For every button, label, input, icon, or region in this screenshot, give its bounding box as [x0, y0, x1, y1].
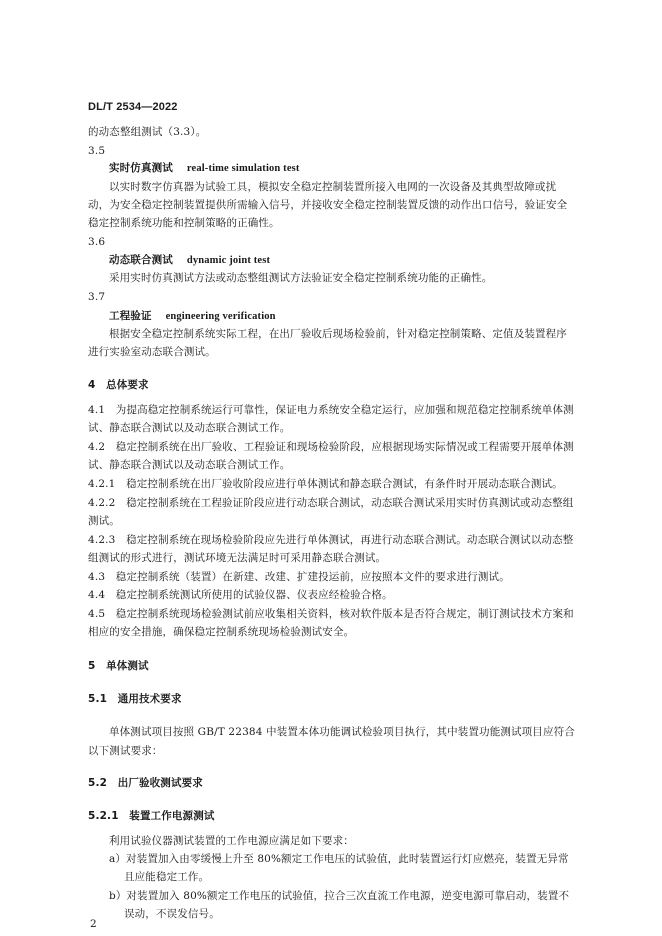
- body-line: 试、静态联合测试以及动态联合测试工作。: [88, 459, 291, 471]
- term-title: [109, 161, 300, 176]
- term-title-cn: 工程验证: [109, 310, 152, 322]
- clause-line: 4.3 稳定控制系统（装置）在新建、改建、扩建投运前，应按照本文件的要求进行测试。: [88, 571, 510, 583]
- subsection-heading: 5.2.1 装置工作电源测试: [88, 810, 215, 822]
- clause-line: 4.5 稳定控制系统现场检验测试前应收集相关资料，核对软件版本是否符合规定，制订测试技术方案和: [88, 608, 574, 620]
- body-line: 以下测试要求：: [88, 745, 163, 757]
- section-heading: 5 单体测试: [88, 660, 149, 672]
- section-heading: 4 总体要求: [88, 379, 149, 391]
- doc-code-header: DL/T 2534—2022: [88, 101, 178, 113]
- body-line: 测试。: [88, 515, 120, 527]
- body-line: 试、静态联合测试以及动态联合测试工作。: [88, 422, 291, 434]
- body-line: 相应的安全措施，确保稳定控制系统现场检验测试安全。: [88, 626, 355, 638]
- term-title-en: real-time simulation test: [186, 163, 300, 174]
- page-number: 2: [90, 918, 97, 930]
- term-title-cn: 动态联合测试: [109, 254, 173, 266]
- term-title: [109, 253, 270, 268]
- term-number: 3.7: [88, 291, 106, 303]
- body-line: 组测试的形式进行，测试环境无法满足时可采用静态联合测试。: [88, 552, 387, 564]
- term-title-en: engineering verification: [165, 311, 276, 322]
- list-item: b）对装置加入 80%额定工作电压的试验值，拉合三次直流工作电源，逆变电源可靠启动，装置不: [109, 890, 570, 902]
- subsection-heading: 5.1 通用技术要求: [88, 693, 182, 705]
- clause-line: 4.2 稳定控制系统在出厂验收、工程验证和现场检验阶段，应根据现场实际情况或工程需要开展单体测: [88, 441, 574, 453]
- term-number: 3.6: [88, 236, 106, 248]
- clause-line: 4.1 为提高稳定控制系统运行可靠性，保证电力系统安全稳定运行，应加强和规范稳定控制系统单体测: [88, 404, 574, 416]
- body-line: 根据安全稳定控制系统实际工程，在出厂验收后现场检验前，针对稳定控制策略、定值及装置程序: [109, 328, 567, 340]
- body-line: 以实时数字仿真器为试验工具，模拟安全稳定控制装置所接入电网的一次设备及其典型故障或扰: [109, 181, 557, 193]
- body-line: 采用实时仿真测试方法或动态整组测试方法验证安全稳定控制系统功能的正确性。: [109, 272, 493, 284]
- body-line: 单体测试项目按照 GB/T 22384 中装置本体功能调试检验项目执行，其中装置功能测试项目应符合: [109, 726, 575, 738]
- body-line: 的动态整组测试（3.3）。: [88, 126, 207, 138]
- list-item: a）对装置加入由零缓慢上升至 80%额定工作电压的试验值，此时装置运行灯应燃亮，装置无异常: [109, 853, 569, 865]
- term-title: [109, 309, 276, 324]
- body-line: 动，为安全稳定控制装置提供所需输入信号，并接收安全稳定控制装置反馈的动作出口信号，验证安全: [88, 199, 568, 211]
- body-line: 稳定控制系统功能和控制策略的正确性。: [88, 217, 280, 229]
- clause-line: 4.2.2 稳定控制系统在工程验证阶段应进行动态联合测试，动态联合测试采用实时仿真测试或动态整组: [88, 497, 574, 509]
- term-number: 3.5: [88, 145, 106, 157]
- clause-line: 4.4 稳定控制系统测试所使用的试验仪器、仪表应经检验合格。: [88, 589, 393, 601]
- body-line: 进行实验室动态联合测试。: [88, 346, 216, 358]
- subsection-heading: 5.2 出厂验收测试要求: [88, 777, 203, 789]
- clause-line: 4.2.3 稳定控制系统在现场检验阶段应先进行单体测试，再进行动态联合测试。动态联合测试以动态整: [88, 534, 574, 546]
- list-item-continuation: 且应能稳定工作。: [124, 871, 210, 883]
- term-title-en: dynamic joint test: [186, 255, 271, 266]
- term-title-cn: 实时仿真测试: [109, 162, 173, 174]
- list-item-continuation: 误动，不误发信号。: [124, 908, 220, 920]
- clause-line: 4.2.1 稳定控制系统在出厂验收阶段应进行单体测试和静态联合测试，有条件时开展动态联合测试。: [88, 478, 563, 490]
- body-line: 利用试验仪器测试装置的工作电源应满足如下要求：: [109, 835, 354, 847]
